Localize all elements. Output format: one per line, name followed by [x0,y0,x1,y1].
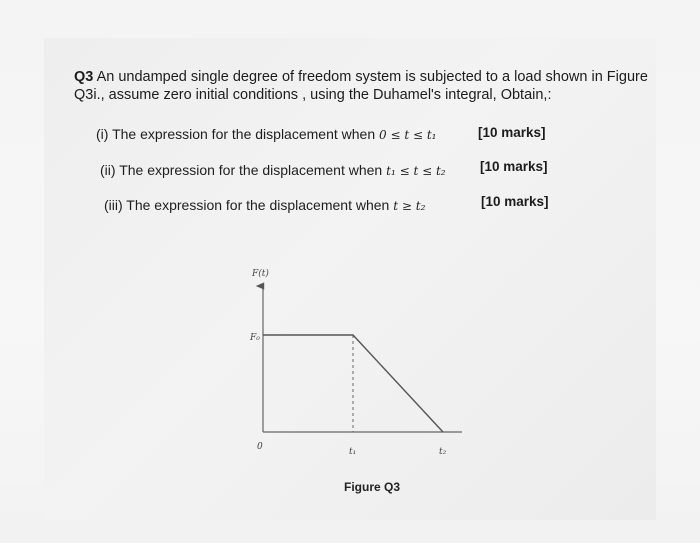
question-number: Q3 [74,69,94,85]
item-ii [100,162,446,178]
item-iii-condition: t ≥ t₂ [393,199,426,213]
question-line-1: An undamped single degree of freedom system is subjected to a load shown in Figure [96,69,648,85]
t1-label: t₁ [349,447,357,457]
origin-label: 0 [257,442,263,452]
item-iii-label: (iii) [104,197,123,213]
item-ii-label: (ii) [100,162,116,178]
load-figure [230,262,480,472]
item-iii-text: The expression for the displacement when [126,197,390,213]
y-axis-label: F(t) [252,269,269,279]
item-iii [104,197,425,213]
f0-label: F₀ [250,333,260,343]
item-i-marks: [10 marks] [478,125,546,140]
item-i-text: The expression for the displacement when [112,126,376,142]
item-i [96,126,436,142]
question-line-2: Q3i., assume zero initial conditions , using the Duhamel's integral, Obtain,: [74,87,552,103]
item-i-condition: 0 ≤ t ≤ t₁ [379,128,437,142]
item-ii-marks: [10 marks] [480,159,548,174]
question-text [74,68,654,104]
item-i-label: (i) [96,126,109,142]
item-iii-marks: [10 marks] [481,194,549,209]
t2-label: t₂ [439,447,447,457]
item-ii-text: The expression for the displacement when [119,162,383,178]
figure-caption: Figure Q3 [344,480,401,494]
item-ii-condition: t₁ ≤ t ≤ t₂ [386,164,446,178]
